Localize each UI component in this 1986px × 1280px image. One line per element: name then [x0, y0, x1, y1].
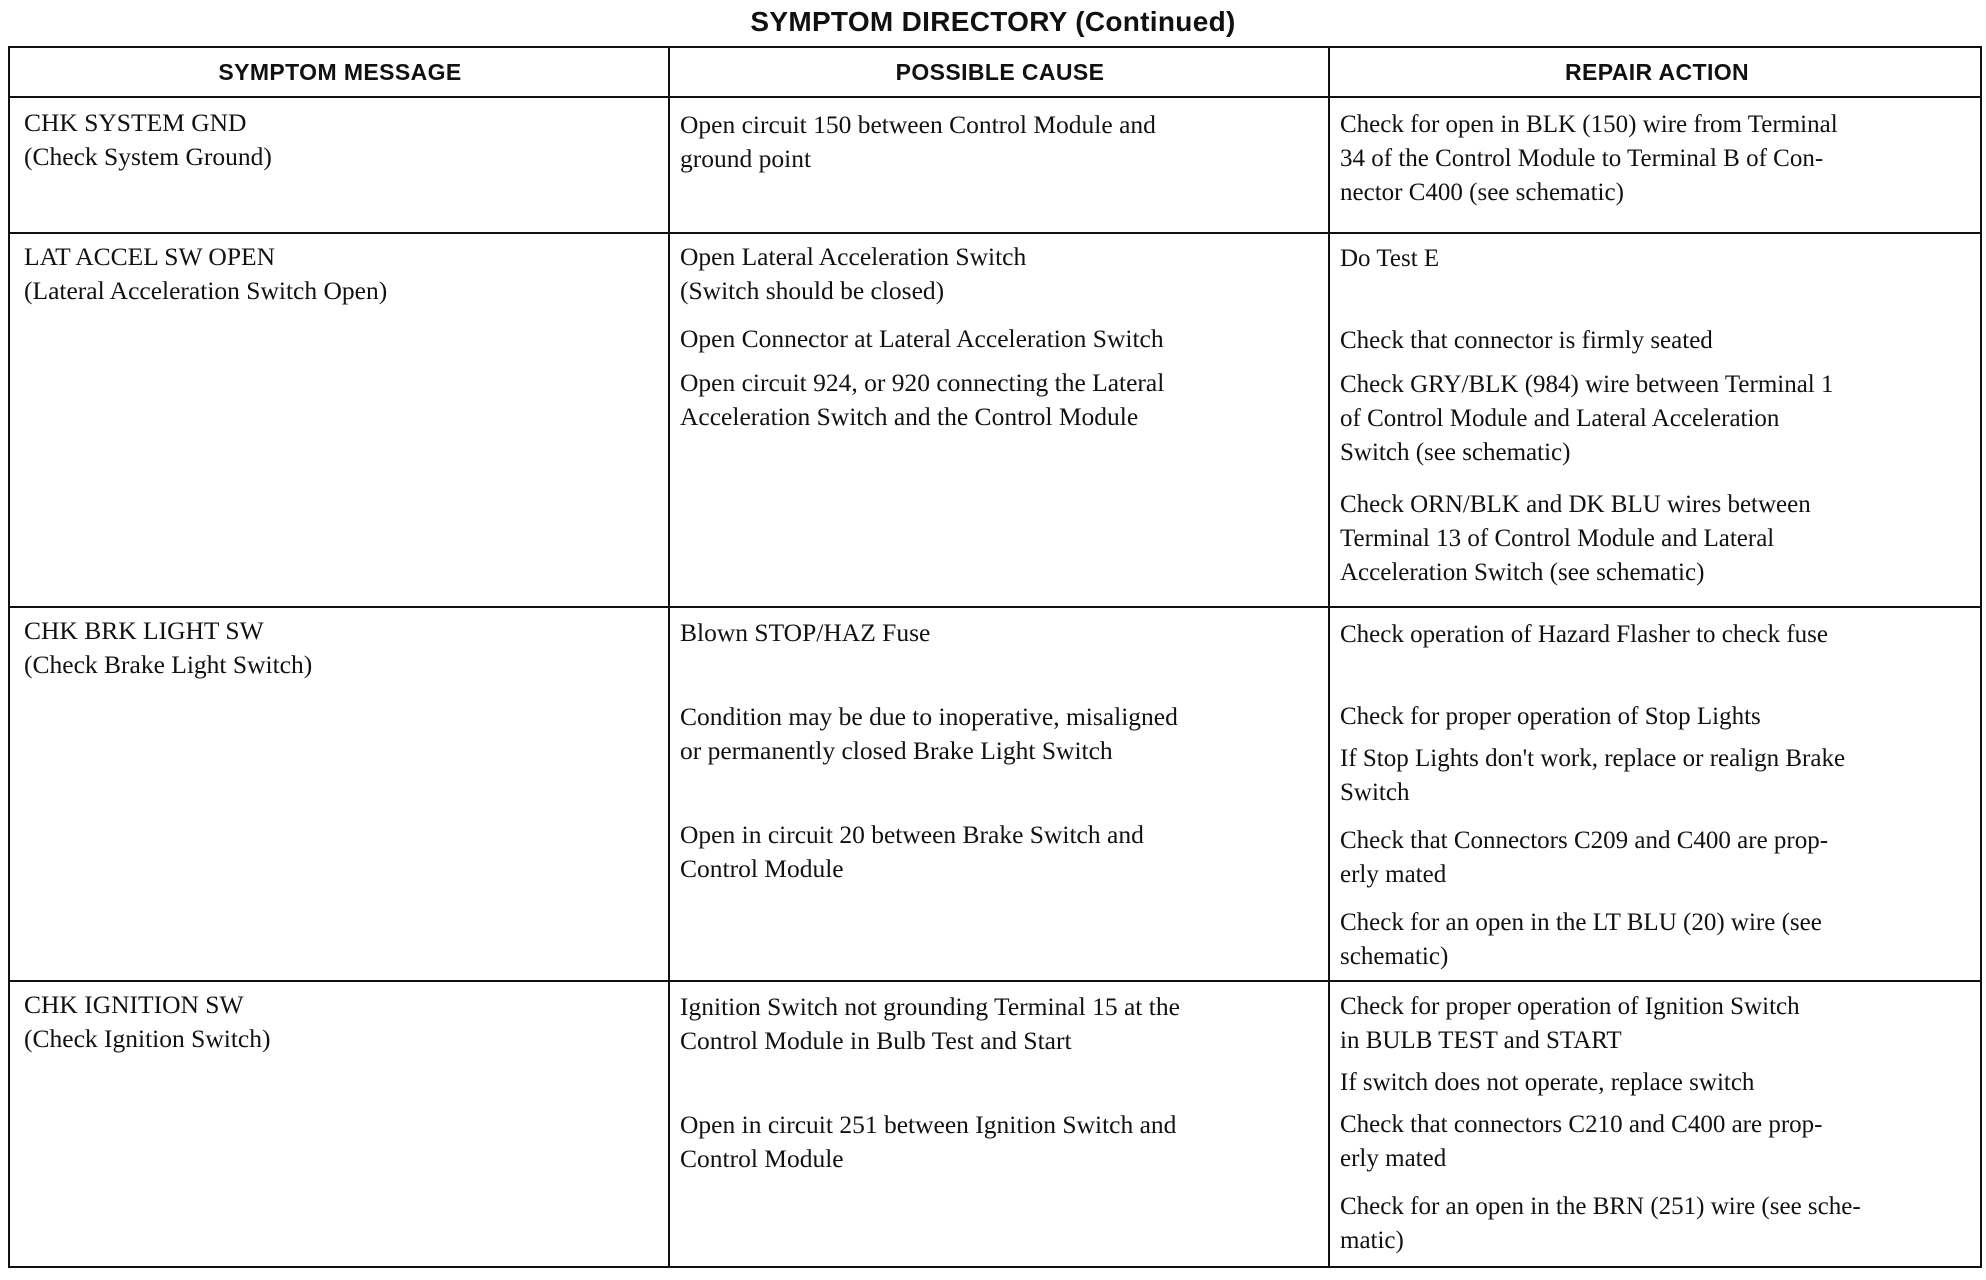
page-title: SYMPTOM DIRECTORY (Continued) [750, 6, 1236, 37]
possible-cause: Open circuit 924, or 920 connecting the Lateral Acceleration Switch and the Control Module [680, 368, 1165, 431]
possible-cause: Open in circuit 20 between Brake Switch and Control Module [680, 820, 1144, 883]
row-divider [10, 980, 1980, 982]
repair-action: Check operation of Hazard Flasher to check fuse [1340, 621, 1829, 648]
repair-action: Check that Connectors C209 and C400 are prop- erly mated [1340, 827, 1829, 888]
symptom-message: CHK IGNITION SW (Check Ignition Switch) [24, 990, 271, 1053]
symptom-message: LAT ACCEL SW OPEN (Lateral Acceleration Switch Open) [24, 242, 388, 305]
repair-action: Check for open in BLK (150) wire from Terminal 34 of the Control Module to Terminal B of Con- nector C400 (see schematic) [1340, 111, 1838, 206]
header-possible-cause: POSSIBLE CAUSE [895, 59, 1105, 85]
repair-action: Check that connector is firmly seated [1340, 327, 1713, 354]
symptom-directory-table [8, 46, 1982, 1268]
possible-cause: Ignition Switch not grounding Terminal 15 at the Control Module in Bulb Test and Start [680, 992, 1180, 1055]
repair-action: If Stop Lights don't work, replace or realign Brake Switch [1340, 745, 1846, 806]
repair-action: Check that connectors C210 and C400 are prop- erly mated [1340, 1111, 1823, 1172]
column-divider [1328, 48, 1330, 1266]
repair-action: Check for proper operation of Ignition Switch in BULB TEST and START [1340, 993, 1800, 1054]
column-divider [668, 48, 670, 1266]
repair-action: Check GRY/BLK (984) wire between Terminal 1 of Control Module and Lateral Acceleration Switch (see schematic) [1340, 371, 1834, 466]
possible-cause: Open Connector at Lateral Acceleration Switch [680, 324, 1164, 353]
symptom-message: CHK SYSTEM GND (Check System Ground) [24, 108, 272, 171]
repair-action: Check for an open in the LT BLU (20) wire (see schematic) [1340, 909, 1822, 970]
repair-action: Check ORN/BLK and DK BLU wires between Terminal 13 of Control Module and Lateral Acceleration Switch (see schematic) [1340, 491, 1811, 586]
row-divider [10, 606, 1980, 608]
possible-cause: Open in circuit 251 between Ignition Switch and Control Module [680, 1110, 1177, 1173]
possible-cause: Open circuit 150 between Control Module and ground point [680, 110, 1156, 173]
repair-action: Do Test E [1340, 245, 1440, 272]
repair-action: Check for an open in the BRN (251) wire (see sche- matic) [1340, 1193, 1861, 1254]
row-divider [10, 232, 1980, 234]
possible-cause: Blown STOP/HAZ Fuse [680, 618, 931, 647]
header-symptom-message: SYMPTOM MESSAGE [218, 59, 462, 85]
header-repair-action: REPAIR ACTION [1564, 59, 1750, 85]
repair-action: Check for proper operation of Stop Lights [1340, 703, 1761, 730]
repair-action: If switch does not operate, replace switch [1340, 1069, 1755, 1096]
possible-cause: Open Lateral Acceleration Switch (Switch should be closed) [680, 242, 1027, 305]
possible-cause: Condition may be due to inoperative, misaligned or permanently closed Brake Light Switch [680, 702, 1178, 765]
table-header-row [10, 48, 1980, 98]
symptom-message: CHK BRK LIGHT SW (Check Brake Light Switch) [24, 616, 313, 679]
